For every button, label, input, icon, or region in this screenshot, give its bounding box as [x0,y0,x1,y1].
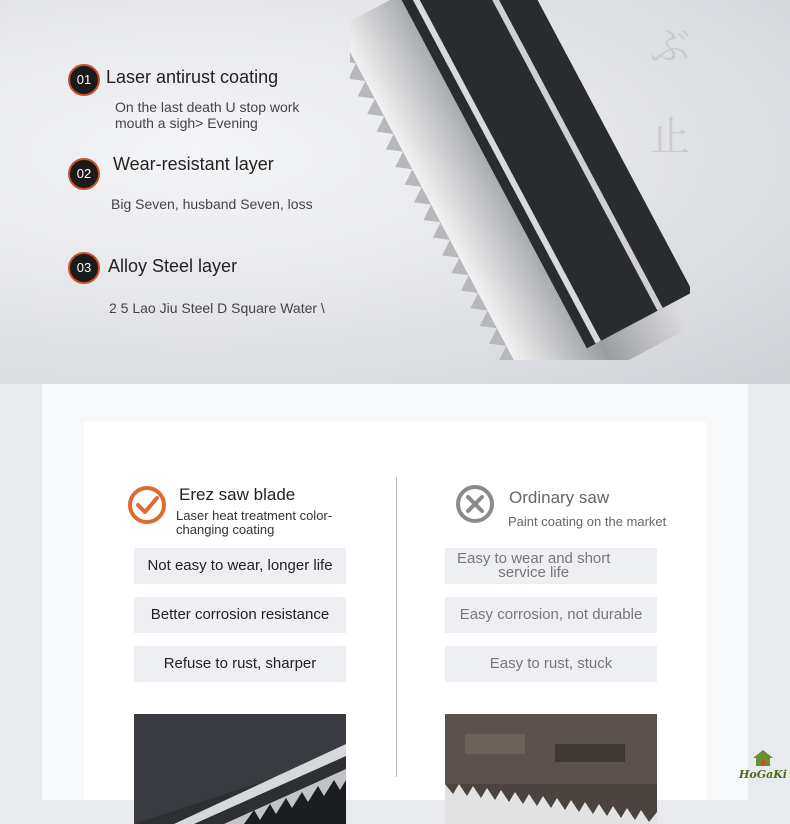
saw-blade-illustration [350,0,690,360]
brand-point-2: Better corrosion resistance [134,597,346,633]
svg-text:ぶ: ぶ [650,24,690,70]
other-title: Ordinary saw [509,488,610,507]
other-subtitle: Paint coating on the market [508,514,667,529]
column-divider [396,477,397,777]
other-point-2: Easy corrosion, not durable [445,597,657,633]
cross-icon [455,484,495,524]
feature-number-2: 02 [68,158,100,190]
feature-desc-2: Big Seven, husband Seven, loss [111,196,313,212]
other-point-3: Easy to rust, stuck [445,646,657,682]
comparison-card [84,422,706,800]
svg-text:止: 止 [650,114,690,160]
brand-logo [737,748,790,800]
feature-section [0,0,790,384]
brand-subtitle: Laser heat treatment color- changing coating [176,508,333,537]
feature-title-3: Alloy Steel layer [108,256,238,276]
feature-title-1: Laser antirust coating [106,67,279,87]
brand-title: Erez saw blade [179,485,296,504]
brand-blade-photo [134,714,346,824]
other-point-1: Easy to wear and short service life [445,548,657,584]
house-icon [753,750,773,766]
comparison-section [42,384,748,800]
feature-desc-1: On the last death U stop work mouth a sigh> Evening [115,99,300,131]
check-icon [127,485,167,525]
ordinary-blade-photo [445,714,657,824]
feature-desc-3: 2 5 Lao Jiu Steel D Square Water \ [109,300,325,316]
feature-number-1: 01 [68,64,100,96]
feature-number-3: 03 [68,252,100,284]
brand-point-1: Not easy to wear, longer life [134,548,346,584]
feature-title-2: Wear-resistant layer [113,154,274,174]
brand-point-3: Refuse to rust, sharper [134,646,346,682]
logo-text: HoGaKi [739,768,787,781]
